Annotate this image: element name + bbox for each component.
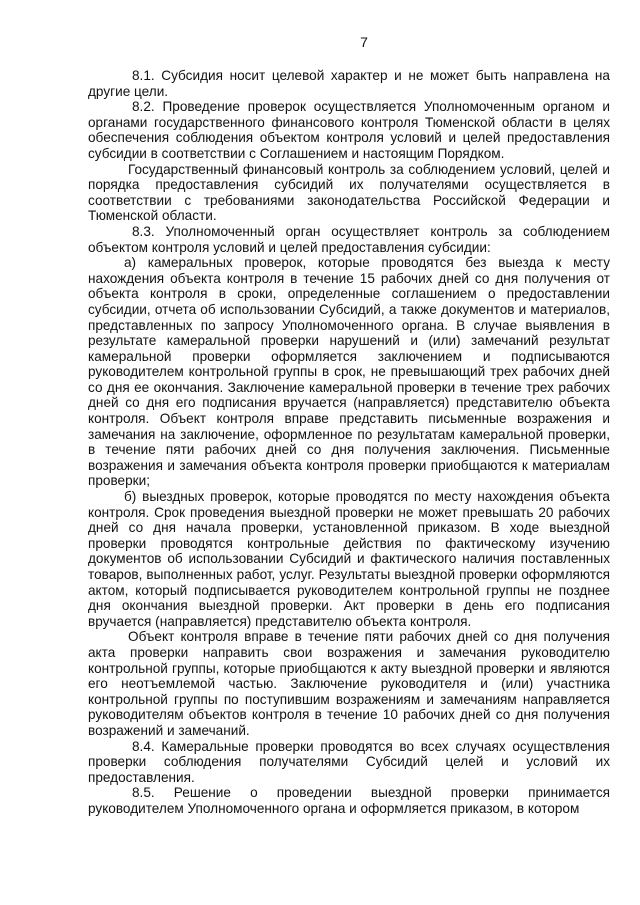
paragraph-8-3: 8.3. Уполномоченный орган осуществляет контроль за соблюдением объектом контроля условий и целей предоставления субсидии:	[88, 223, 610, 255]
paragraph-state-control: Государственный финансовый контроль за соблюдением условий, целей и порядка предоставления субсидий их получателями осуществляется в соответствии с требованиями законодательства Российской Федерации и Тюменской области.	[88, 161, 610, 224]
paragraph-8-4: 8.4. Камеральные проверки проводятся во всех случаях осуществления проверки соблюдения получателями Субсидий целей и условий их предоставления.	[88, 738, 610, 785]
paragraph-8-2: 8.2. Проведение проверок осуществляется Уполномоченным органом и органами государственного финансового контроля Тюменской области в целях обеспечения соблюдения объектом контроля условий и целей предоставления субсидии в соответствии с Соглашением и настоящим Порядком.	[88, 99, 610, 161]
page-number: 7	[360, 34, 368, 50]
paragraph-8-3-b: б) выездных проверок, которые проводятся по месту нахождения объекта контроля. Срок проведения выездной проверки не может превышать 20 рабочих дней со дня начала проверки, установленной приказом. В ходе выездной проверки проводятся контрольные действия по фактическому изучению документов об использовании Субсидий и фактического наличия поставленных товаров, выполненных работ, услуг. Результаты выездной проверки оформляются актом, который подписывается руководителем контрольной группы не позднее дня окончания выездной проверки. Акт проверки в день его подписания вручается (направляется) представителю объекта контроля.	[88, 489, 610, 629]
paragraph-8-5: 8.5. Решение о проведении выездной проверки принимается руководителем Уполномоченного органа и оформляется приказом, в котором	[88, 785, 610, 816]
paragraph-8-1: 8.1. Субсидия носит целевой характер и не может быть направлена на другие цели.	[88, 68, 610, 99]
paragraph-8-3-a: а) камеральных проверок, которые проводятся без выезда к месту нахождения объекта контроля в течение 15 рабочих дней со дня получения от объекта контроля в сроки, определенные соглашением о предоставлении субсидии, отчета об использовании Субсидий, а также документов и материалов, представленных по запросу Уполномоченного органа. В случае выявления в результате камеральной проверки нарушений и (или) замечаний результат камеральной проверки оформляется заключением и подписываются руководителем контрольной группы в срок, не превышающий трех рабочих дней со дня ее окончания. Заключение камеральной проверки в течение трех рабочих дней со дня его подписания вручается (направляется) представителю объекта контроля. Объект контроля вправе представить письменные возражения и замечания на заключение, оформленное по результатам камеральной проверки, в течение пяти рабочих дней со дня получения заключения. Письменные возражения и замечания объекта контроля проверки приобщаются к материалам проверки;	[88, 255, 610, 489]
paragraph-objections: Объект контроля вправе в течение пяти рабочих дней со дня получения акта проверки направить свои возражения и замечания руководителю контрольной группы, которые приобщаются к акту выездной проверки и являются его неотъемлемой частью. Заключение руководителя и (или) участника контрольной группы по поступившим возражениям и замечаниям направляется руководителям объектов контроля в течение 10 рабочих дней со дня получения возражений и замечаний.	[88, 629, 610, 738]
